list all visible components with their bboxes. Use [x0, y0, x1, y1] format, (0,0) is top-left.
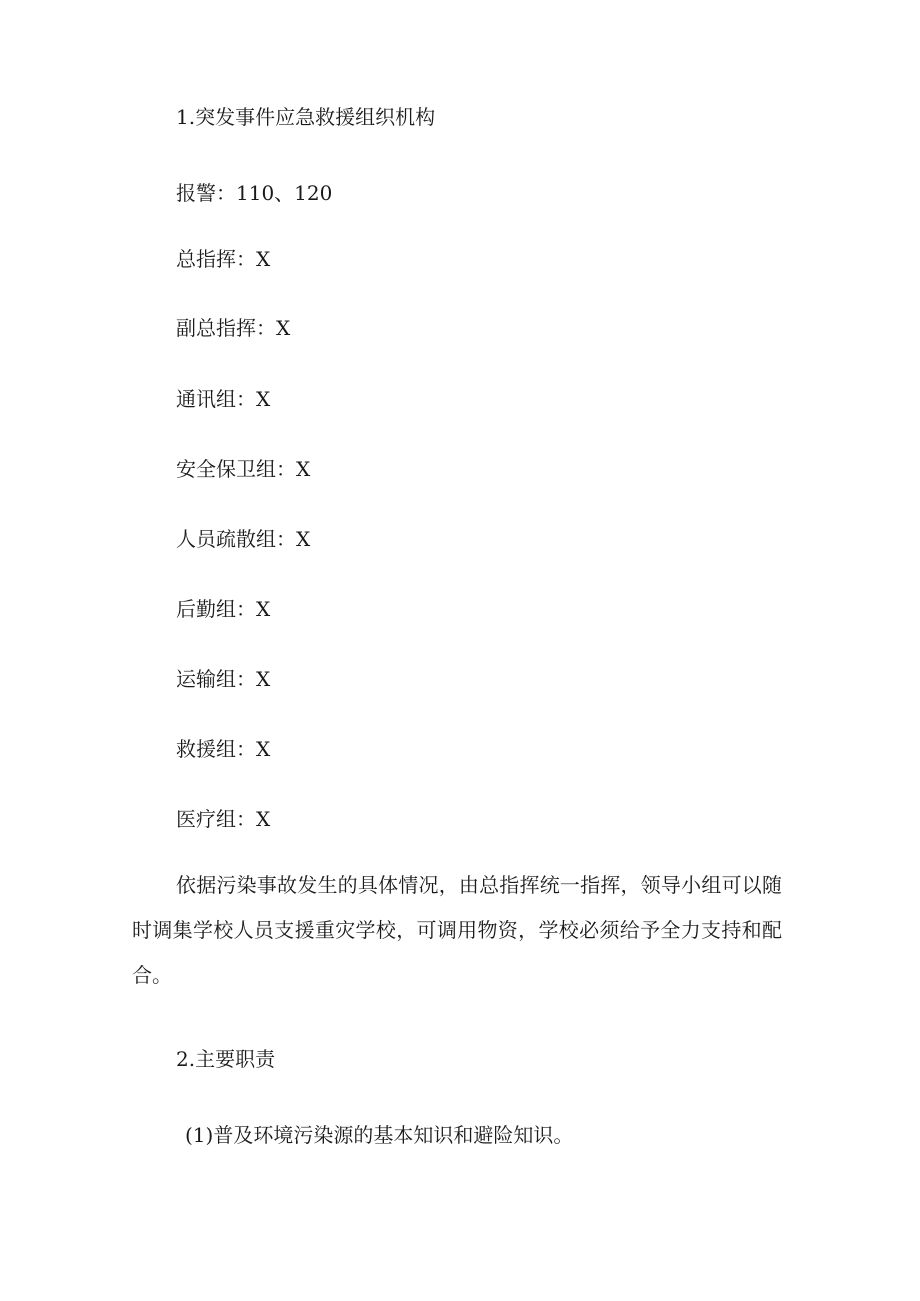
contact-line-logistics: 后勤组：X	[176, 597, 271, 621]
contact-line-security: 安全保卫组：X	[176, 457, 311, 481]
body-paragraph: 依据污染事故发生的具体情况，由总指挥统一指挥，领导小组可以随时调集学校人员支援重灾学校，可调用物资，学校必须给予全力支持和配合。	[132, 873, 782, 987]
contact-line-medical: 医疗组：X	[176, 807, 271, 831]
contact-line-commander: 总指挥：X	[176, 247, 271, 271]
contact-line-alarm: 报警：110、120	[176, 181, 333, 205]
section-heading-1: 1.突发事件应急救援组织机构	[176, 105, 436, 129]
contact-line-transport: 运输组：X	[176, 667, 271, 691]
contact-line-communications: 通讯组：X	[176, 387, 271, 411]
list-item-1: (1)普及环境污染源的基本知识和避险知识。	[185, 1123, 574, 1147]
section-heading-2: 2.主要职责	[176, 1047, 276, 1071]
contact-line-rescue: 救援组：X	[176, 737, 271, 761]
contact-line-evacuation: 人员疏散组：X	[176, 527, 311, 551]
contact-line-deputy-commander: 副总指挥：X	[176, 316, 291, 340]
